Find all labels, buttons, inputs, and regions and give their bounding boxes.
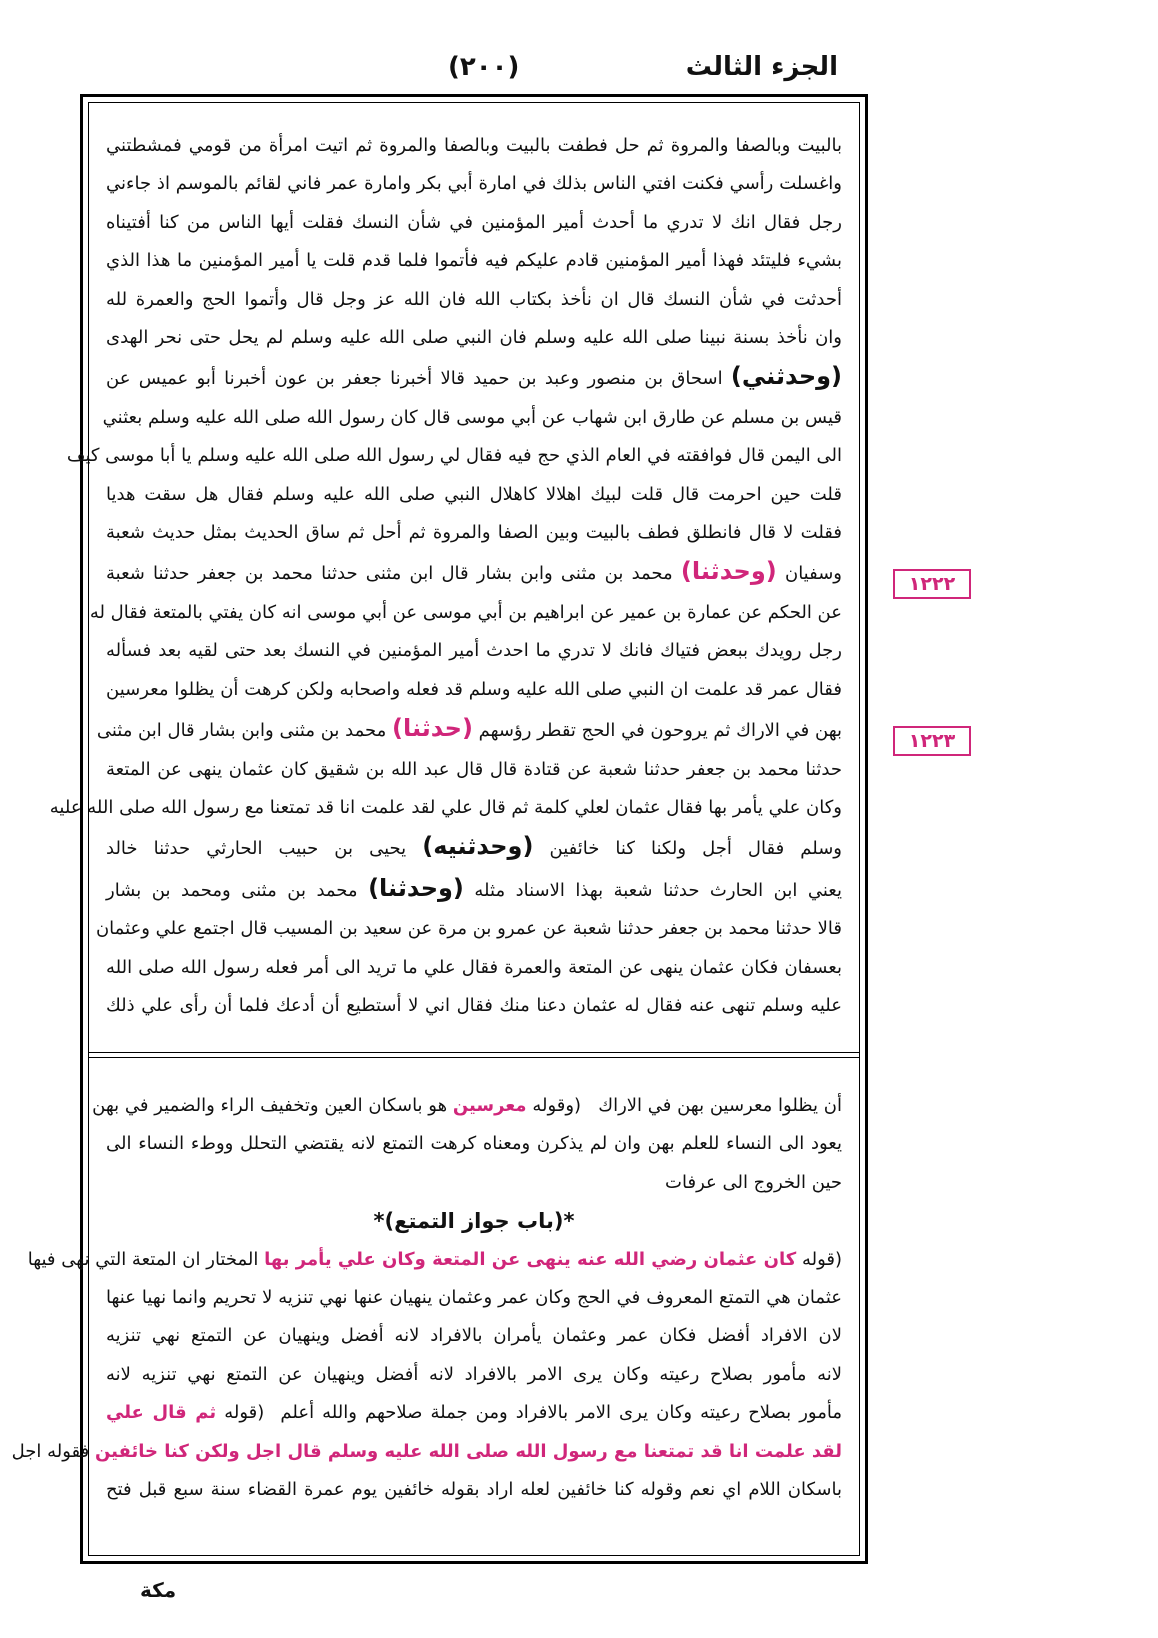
text-line: قيس بن مسلم عن طارق ابن شهاب عن أبي موسى قال كان رسول الله صلى الله عليه وسلم بعثني: [102, 406, 842, 428]
text-line: رجل فقال انك لا تدري ما أحدث أمير المؤمنين في شأن النسك فقلت أيها الناس من كنا أفتيناه: [106, 211, 842, 233]
section-divider: [88, 1052, 860, 1058]
text-line: [106, 869, 842, 910]
text-line: عن الحكم عن عمارة بن عمير عن ابراهيم بن أبي موسى عن أبي موسى انه كان يفتي بالمتعة فقال له: [89, 601, 842, 623]
commentary-qawluh: (قوله: [801, 1248, 842, 1270]
text-line: [92, 1087, 842, 1125]
commentary-text: مأمور بصلاح رعيته وكان يرى الامر بالافراد ومن جملة صلاحهم والله أعلم: [280, 1402, 842, 1424]
commentary-text: فقوله اجل: [11, 1440, 90, 1462]
text-line: بشيء فليتئد فهذا أمير المؤمنين قادم عليكم فيه فأتموا فلما قدم قلت يا أمير المؤمنين ما هذا الذي: [106, 250, 842, 272]
isnad-text: يحيى بن حبيب الحارثي حدثنا خالد: [106, 838, 407, 860]
text-line: بالبيت وبالصفا والمروة ثم حل فطفت بالبيت وبالصفا والمروة ثم اتيت امرأة من قومي فمشطتني: [106, 135, 842, 156]
isnad-heading: (حدثنا): [392, 714, 473, 743]
text-line: حين الخروج الى عرفات: [665, 1171, 842, 1193]
commentary-keyword: كان عثمان رضي الله عنه ينهى عن المتعة وكان علي يأمر بها: [264, 1248, 797, 1270]
isnad-text: محمد بن مثنى وابن بشار قال ابن مثنى حدثنا محمد بن جعفر حدثنا شعبة: [106, 563, 673, 585]
text-line: رجل رويدك ببعض فتياك فانك لا تدري ما احدث أمير المؤمنين في النسك بعد حتى لقيه بعد فسأله: [106, 640, 842, 662]
part-title: الجزء الثالث: [685, 52, 838, 82]
isnad-text: وسلم فقال أجل ولكنا كنا خائفين: [549, 838, 842, 860]
isnad-heading: (وحدثنا): [680, 557, 777, 586]
catchword: مكة: [140, 1578, 177, 1602]
text-line: قلت حين احرمت قال قلت لبيك اهلالا كاهلال النبي صلى الله عليه وسلم فقال هل سقت هديا: [106, 483, 842, 505]
commentary-text: أن يظلوا معرسين بهن في الاراك: [598, 1095, 842, 1116]
text-line: باسكان اللام اي نعم وقوله كنا خائفين لعله اراد بقوله خائفين يوم عمرة القضاء سنة سبع قبل فتح: [106, 1479, 842, 1501]
isnad-text: وسفيان: [784, 563, 842, 585]
text-line: لان الافراد أفضل فكان عمر وعثمان يأمران بالافراد لانه أفضل وينهيان عن التمتع نهي تنزيه: [106, 1325, 842, 1347]
text-line: قالا حدثنا محمد بن جعفر حدثنا شعبة عن عمرو بن مرة عن سعيد بن المسيب قال اجتمع علي وعثمان: [95, 918, 842, 940]
isnad-heading: (وحدثنيه): [422, 832, 534, 861]
isnad-text: اسحاق بن منصور وعبد بن حميد قالا أخبرنا جعفر بن عون أخبرنا أبو عميس عن: [106, 368, 723, 390]
text-line: عليه وسلم تنهى عنه فقال له عثمان دعنا منك فقال اني لا أستطيع أن أدعك فلما أن رأى علي ذلك: [106, 994, 842, 1016]
text-line: حدثنا محمد بن جعفر حدثنا شعبة عن قتادة قال قال عبد الله بن شقيق كان عثمان ينهى عن المتعة: [106, 758, 842, 780]
hadith-number-badge: ١٢٢٢: [893, 569, 971, 599]
text-line: [106, 827, 842, 868]
text-line: فقال عمر قد علمت ان النبي صلى الله عليه وسلم قد فعله واصحابه ولكن كرهت أن يظلوا معرسين: [106, 678, 842, 700]
text-line: واغسلت رأسي فكنت افتي الناس بذلك في امارة أبي بكر وامارة عمر فاني لقائم بالموسم اذ جاءني: [106, 173, 842, 195]
text-line: [11, 1433, 842, 1471]
text-line: أحدثت في شأن النسك قال ان نأخذ بكتاب الله فان الله عز وجل قال وأتموا الحج والعمرة لله: [106, 288, 842, 310]
text-line: وكان علي يأمر بها فقال عثمان لعلي كلمة ثم قال علي لقد علمت انا قد تمتعنا مع رسول الله صلى الله عليه: [49, 796, 842, 818]
text-line: [106, 552, 842, 593]
text-line: فقلت لا قال فانطلق فطف بالبيت وبين الصفا والمروة ثم أحل ثم ساق الحديث بمثل حديث شعبة: [106, 522, 842, 544]
text-line: عثمان هي التمتع المعروف في الحج وكان عمر وعثمان ينهيان عنها نهي تنزيه لا تحريم وانما نهيا عنها: [106, 1287, 842, 1309]
commentary-keyword: معرسين: [452, 1095, 527, 1116]
isnad-heading: (وحدثني): [730, 362, 843, 391]
commentary-text: المختار ان المتعة التي نهى فيها: [27, 1248, 259, 1270]
isnad-text: بهن في الاراك ثم يروحون في الحج تقطر رؤسهم: [478, 720, 842, 742]
hadith-text-block: [49, 127, 843, 1025]
commentary-qawluh: (وقوله: [532, 1095, 582, 1116]
commentary-qawluh: (قوله: [224, 1402, 265, 1424]
chapter-heading: *(باب جواز التمتع)*: [373, 1209, 575, 1234]
text-line: [96, 709, 842, 750]
isnad-text: محمد بن مثنى وابن بشار قال ابن مثنى: [96, 720, 387, 742]
page-number: (٢٠٠): [448, 52, 520, 82]
text-line: يعود الى النساء للعلم بهن وان لم يذكرن ومعناه كرهت التمتع لانه يقتضي التحلل ووطء النساء الى: [106, 1133, 842, 1155]
text-line: [106, 357, 842, 398]
text-line: [27, 1241, 842, 1279]
commentary-keyword: ثم قال علي: [106, 1402, 217, 1424]
isnad-heading: (وحدثنا): [368, 873, 464, 902]
page-frame: [11, 94, 868, 1564]
commentary-text: هو باسكان العين وتخفيف الراء والضمير في بهن: [92, 1095, 448, 1116]
commentary-keyword: لقد علمت انا قد تمتعنا مع رسول الله صلى الله عليه وسلم قال اجل ولكن كنا خائفين: [94, 1440, 842, 1462]
text-line: وان نأخذ بسنة نبينا صلى الله عليه وسلم فان النبي صلى الله عليه وسلم لم يحل حتى نحر الهدى: [106, 327, 842, 349]
isnad-text: يعني ابن الحارث حدثنا شعبة بهذا الاسناد مثله: [474, 879, 842, 901]
text-line: لانه مأمور بصلاح رعيته وكان يرى الامر بالافراد لانه أفضل وينهيان عن التمتع نهي تنزيه لانه: [106, 1363, 842, 1385]
hadith-number-badge: ١٢٢٣: [893, 726, 971, 756]
commentary-text-block: [11, 1087, 842, 1509]
text-line: الى اليمن قال فوافقته في العام الذي حج فيه فقال لي رسول الله صلى الله عليه وسلم يا أبا موسى كيف: [66, 445, 842, 467]
text-line: بعسفان فكان عثمان ينهى عن المتعة والعمرة فقال علي ما تريد الى أمر فعله رسول الله صلى الله: [106, 956, 842, 978]
text-line: [106, 1394, 842, 1432]
isnad-text: محمد بن مثنى ومحمد بن بشار: [106, 879, 358, 901]
